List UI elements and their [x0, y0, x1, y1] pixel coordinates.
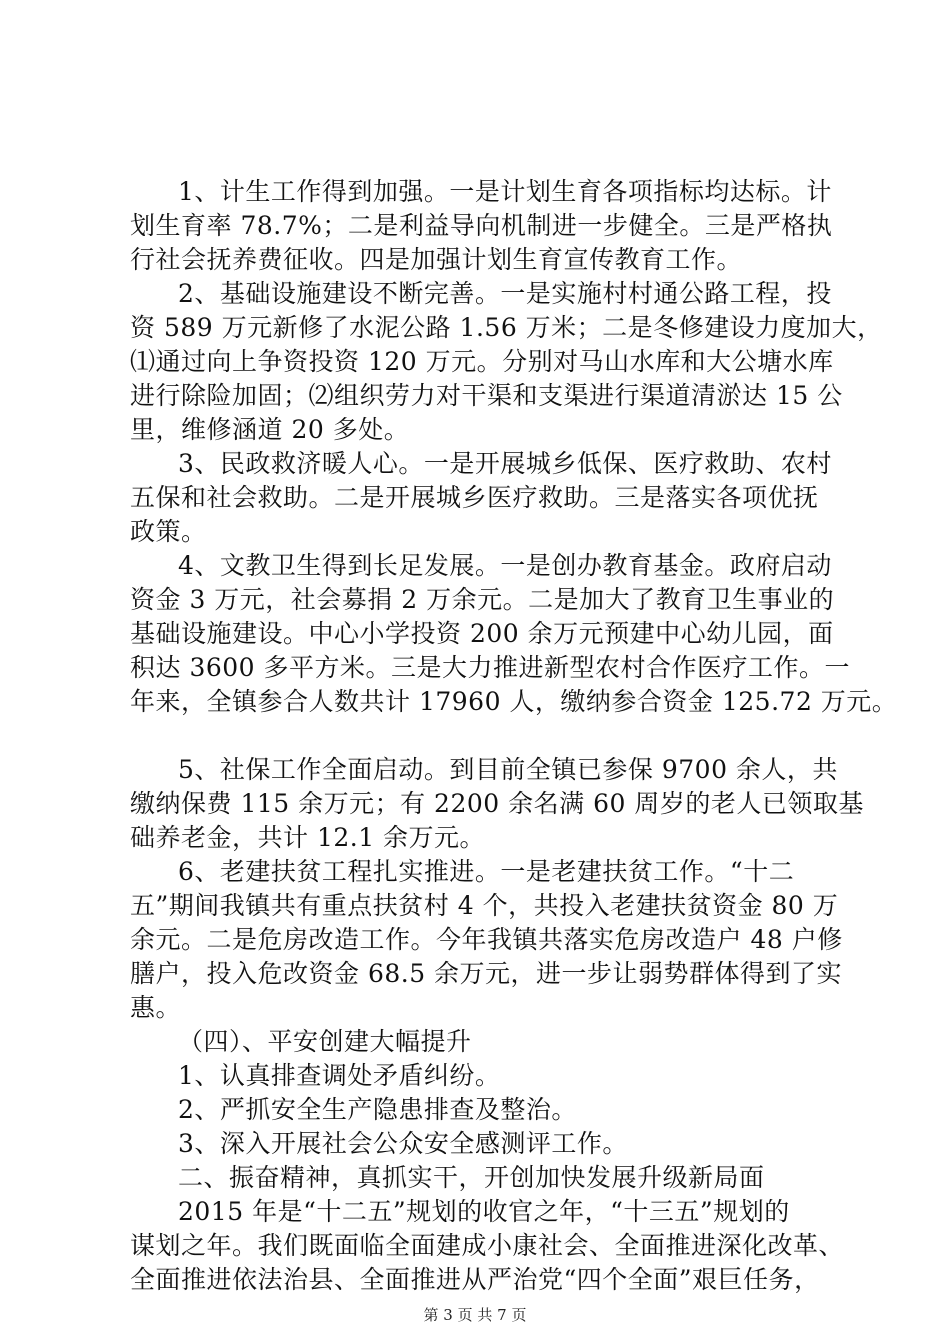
text-line: 3、深入开展社会公众安全感测评工作。 [178, 1129, 628, 1158]
text-line: 5、社保工作全面启动。到目前全镇已参保 9700 余人，共 [178, 755, 838, 784]
text-line: 2、基础设施建设不断完善。一是实施村村通公路工程，投 [178, 279, 832, 308]
text-line: 积达 3600 多平方米。三是大力推进新型农村合作医疗工作。一 [130, 653, 851, 682]
text-line: 里，维修涵道 20 多处。 [130, 415, 410, 444]
text-line: 划生育率 78.7%；二是利益导向机制进一步健全。三是严格执 [130, 211, 833, 240]
section-heading: （四）、平安创建大幅提升 [178, 1027, 472, 1056]
text-line: ⑴通过向上争资投资 120 万元。分别对马山水库和大公塘水库 [130, 347, 834, 376]
text-line: 1、认真排查调处矛盾纠纷。 [178, 1061, 501, 1090]
text-line: 4、文教卫生得到长足发展。一是创办教育基金。政府启动 [178, 551, 832, 580]
text-line: 五保和社会救助。二是开展城乡医疗救助。三是落实各项优抚 [130, 483, 819, 512]
text-line: 2015 年是“十二五”规划的收官之年，“十三五”规划的 [178, 1197, 790, 1226]
text-line: 惠。 [130, 993, 182, 1022]
text-line: 年来，全镇参合人数共计 17960 人，缴纳参合资金 125.72 万元。 [130, 687, 898, 716]
text-line: 全面推进依法治县、全面推进从严治党“四个全面”艰巨任务， [130, 1265, 820, 1294]
text-line: 资 589 万元新修了水泥公路 1.56 万米；二是冬修建设力度加大， [130, 313, 883, 342]
text-line: 2、严抓安全生产隐患排查及整治。 [178, 1095, 577, 1124]
text-line: 缴纳保费 115 余万元；有 2200 余名满 60 周岁的老人已领取基 [130, 789, 864, 818]
text-line: 膳户，投入危改资金 68.5 余万元，进一步让弱势群体得到了实 [130, 959, 843, 988]
text-line: 基础设施建设。中心小学投资 200 余万元预建中心幼儿园，面 [130, 619, 834, 648]
text-line: 谋划之年。我们既面临全面建成小康社会、全面推进深化改革、 [130, 1231, 845, 1260]
text-line: 余元。二是危房改造工作。今年我镇共落实危房改造户 48 户修 [130, 925, 843, 954]
section-heading: 二、振奋精神，真抓实干，开创加快发展升级新局面 [178, 1163, 765, 1192]
page-number-footer: 第 3 页 共 7 页 [423, 1306, 527, 1324]
text-line: 1、计生工作得到加强。一是计划生育各项指标均达标。计 [178, 177, 832, 206]
text-line: 进行除险加固；⑵组织劳力对干渠和支渠进行渠道清淤达 15 公 [130, 381, 843, 410]
text-line: 资金 3 万元，社会募捐 2 万余元。二是加大了教育卫生事业的 [130, 585, 835, 614]
text-line: 行社会抚养费征收。四是加强计划生育宣传教育工作。 [130, 245, 743, 274]
text-line: 础养老金，共计 12.1 余万元。 [130, 823, 486, 852]
text-line: 6、老建扶贫工程扎实推进。一是老建扶贫工作。“十二 [178, 857, 795, 886]
text-line: 五”期间我镇共有重点扶贫村 4 个，共投入老建扶贫资金 80 万 [130, 891, 839, 920]
text-line: 3、民政救济暖人心。一是开展城乡低保、医疗救助、农村 [178, 449, 832, 478]
text-line: 政策。 [130, 517, 207, 546]
